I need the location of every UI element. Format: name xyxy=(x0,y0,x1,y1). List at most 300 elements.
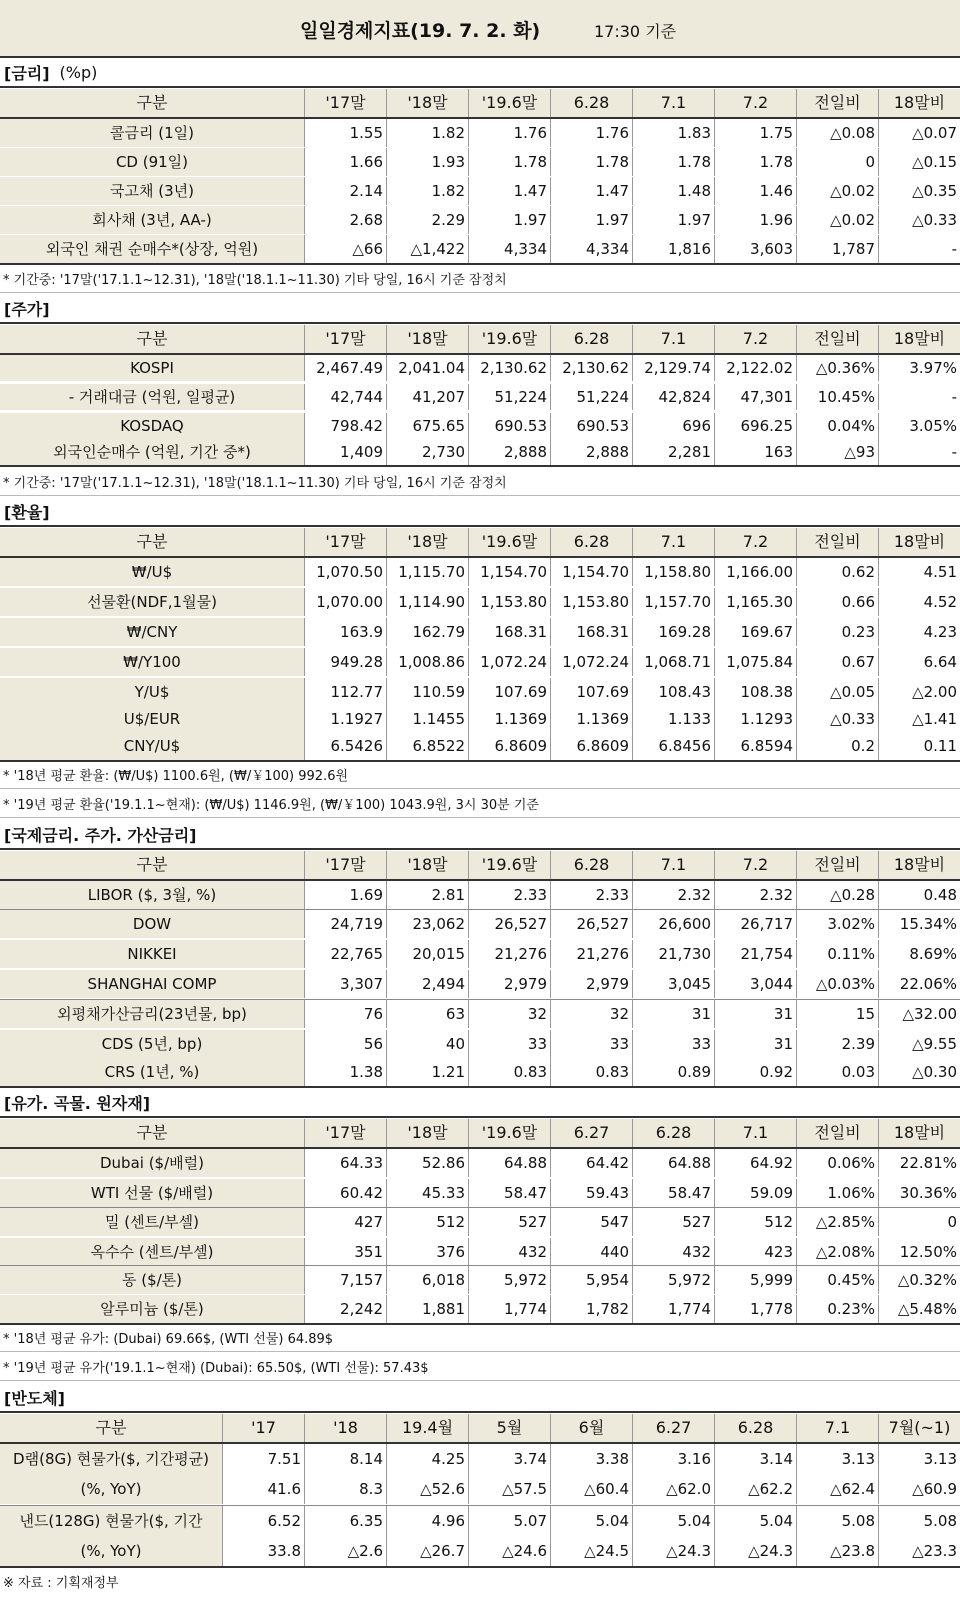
footnote: * '19년 평균 환율('19.1.1~현재): (₩/U$) 1146.9원, (₩/￥100) 1043.9원, 3시 30분 기준 xyxy=(0,790,960,818)
table-cell: 32 xyxy=(468,1000,550,1028)
table-cell: 31 xyxy=(632,1000,714,1028)
table-cell: 1,782 xyxy=(550,1295,632,1323)
table-row xyxy=(0,1208,960,1236)
table-cell: 0.67 xyxy=(796,648,878,676)
table-cell: 0.11 xyxy=(878,732,960,760)
table-cell: 3,044 xyxy=(714,970,796,998)
table-cell: 1.47 xyxy=(468,177,550,205)
table-cell: △0.03% xyxy=(796,970,878,998)
table-cell: 2,888 xyxy=(468,439,550,465)
table-cell: - xyxy=(878,439,960,465)
column-header: '19.6말 xyxy=(468,851,550,879)
table-cell: 21,276 xyxy=(550,940,632,968)
row-label: 외국인 채권 순매수*(상장, 억원) xyxy=(0,235,304,263)
table-cell: 168.31 xyxy=(550,618,632,646)
row-label: CD (91일) xyxy=(0,148,304,176)
table-cell: 696 xyxy=(632,413,714,439)
row-label: 옥수수 (센트/부셀) xyxy=(0,1238,304,1266)
table-cell: 0.48 xyxy=(878,881,960,909)
table-cell: 3.05% xyxy=(878,413,960,439)
column-header: 7월(~1) xyxy=(878,1414,960,1442)
table-cell: 2.14 xyxy=(304,177,386,205)
table-cell: 1,153.80 xyxy=(550,588,632,616)
table-cell: △2.85% xyxy=(796,1208,878,1236)
table-row xyxy=(0,413,960,439)
table-cell: 58.47 xyxy=(468,1179,550,1207)
column-header: '18말 xyxy=(386,851,468,879)
table-cell: 1.75 xyxy=(714,119,796,147)
table-cell: 1.47 xyxy=(550,177,632,205)
table-cell: 1.1369 xyxy=(550,705,632,733)
section-title-text: [유가. 곡물. 원자재] xyxy=(4,1093,151,1113)
table-cell: △0.08 xyxy=(796,119,878,147)
table-cell: 512 xyxy=(714,1208,796,1236)
table-cell: 423 xyxy=(714,1238,796,1266)
table-cell: △0.05 xyxy=(796,678,878,706)
table-row xyxy=(0,648,960,676)
table-cell: - xyxy=(878,384,960,410)
row-label: 알루미늄 ($/톤) xyxy=(0,1295,304,1323)
table-cell: 3.02% xyxy=(796,910,878,938)
table-cell: 6,018 xyxy=(386,1266,468,1294)
table-cell: △52.6 xyxy=(386,1474,468,1504)
table-cell: 15.34% xyxy=(878,910,960,938)
table-cell: 1,778 xyxy=(714,1295,796,1323)
table-cell: △9.55 xyxy=(878,1030,960,1058)
table-cell: 4,334 xyxy=(468,235,550,263)
table-cell: 162.79 xyxy=(386,618,468,646)
table-header-stocks xyxy=(0,325,960,353)
table-cell: 2.68 xyxy=(304,206,386,234)
row-label: (%, YoY) xyxy=(0,1474,222,1504)
table-cell: 5.07 xyxy=(468,1506,550,1536)
table-cell: △23.8 xyxy=(796,1536,878,1566)
table-cell: △62.4 xyxy=(796,1474,878,1504)
row-label: ₩/CNY xyxy=(0,618,304,646)
table-cell: 1,070.50 xyxy=(304,558,386,586)
row-label: ₩/Y100 xyxy=(0,648,304,676)
column-header: 6.28 xyxy=(550,89,632,117)
table-cell: 440 xyxy=(550,1238,632,1266)
table-cell: 1,774 xyxy=(468,1295,550,1323)
section-title-stocks xyxy=(0,294,960,324)
table-cell: 1.133 xyxy=(632,705,714,733)
table-cell: 675.65 xyxy=(386,413,468,439)
table-cell: 3.14 xyxy=(714,1444,796,1474)
row-label: KOSPI xyxy=(0,355,304,381)
table-row xyxy=(0,910,960,938)
column-header: 6.27 xyxy=(632,1414,714,1442)
table-cell: 26,527 xyxy=(468,910,550,938)
table-cell: 6.35 xyxy=(304,1506,386,1536)
table-cell: 6.8522 xyxy=(386,732,468,760)
column-header: 7.1 xyxy=(632,851,714,879)
row-label: 국고채 (3년) xyxy=(0,177,304,205)
row-label: CNY/U$ xyxy=(0,732,304,760)
table-row xyxy=(0,206,960,234)
table-cell: 7,157 xyxy=(304,1266,386,1294)
column-header: 7.2 xyxy=(714,325,796,353)
column-header: 7.1 xyxy=(632,89,714,117)
column-header: 7.2 xyxy=(714,528,796,556)
row-label: 낸드(128G) 현물가($, 기간 xyxy=(0,1506,222,1536)
table-cell: △32.00 xyxy=(878,1000,960,1028)
table-cell: 949.28 xyxy=(304,648,386,676)
row-label: (%, YoY) xyxy=(0,1536,222,1566)
table-cell: 59.09 xyxy=(714,1179,796,1207)
table-cell: 1,068.71 xyxy=(632,648,714,676)
table-cell: 1,881 xyxy=(386,1295,468,1323)
table-cell: 4,334 xyxy=(550,235,632,263)
column-header: 구분 xyxy=(0,1119,304,1147)
table-cell: 3.16 xyxy=(632,1444,714,1474)
table-cell: 21,730 xyxy=(632,940,714,968)
row-label: 외국인순매수 (억원, 기간 중*) xyxy=(0,439,304,465)
column-header: 18말비 xyxy=(878,1119,960,1147)
table-cell: 59.43 xyxy=(550,1179,632,1207)
column-header: 6.28 xyxy=(550,851,632,879)
table-cell: 5.04 xyxy=(550,1506,632,1536)
table-cell: 32 xyxy=(550,1000,632,1028)
table-cell: 6.52 xyxy=(222,1506,304,1536)
table-row xyxy=(0,1266,960,1294)
table-cell: 376 xyxy=(386,1238,468,1266)
table-cell: 351 xyxy=(304,1238,386,1266)
section-unit: (%p) xyxy=(59,62,98,82)
table-cell: △0.28 xyxy=(796,881,878,909)
row-label: CDS (5년, bp) xyxy=(0,1030,304,1058)
table-cell: 1,154.70 xyxy=(550,558,632,586)
table-cell: 5.08 xyxy=(796,1506,878,1536)
table-cell: 2,122.02 xyxy=(714,355,796,381)
table-cell: △93 xyxy=(796,439,878,465)
column-header: 7.1 xyxy=(714,1119,796,1147)
table-cell: 1.97 xyxy=(632,206,714,234)
table-cell: △0.07 xyxy=(878,119,960,147)
table-cell: 3,045 xyxy=(632,970,714,998)
table-cell: 51,224 xyxy=(468,384,550,410)
table-cell: 31 xyxy=(714,1030,796,1058)
table-cell: 1.66 xyxy=(304,148,386,176)
table-cell: 2,242 xyxy=(304,1295,386,1323)
table-cell: 23,062 xyxy=(386,910,468,938)
table-cell: △2.6 xyxy=(304,1536,386,1566)
table-cell: 5,999 xyxy=(714,1266,796,1294)
table-cell: 108.38 xyxy=(714,678,796,706)
table-cell: 6.8456 xyxy=(632,732,714,760)
row-label: 동 ($/톤) xyxy=(0,1266,304,1294)
table-cell: 0.66 xyxy=(796,588,878,616)
table-cell: 2,979 xyxy=(550,970,632,998)
table-cell: △1,422 xyxy=(386,235,468,263)
table-row xyxy=(0,1295,960,1323)
table-cell: - xyxy=(878,235,960,263)
table-cell: 60.42 xyxy=(304,1179,386,1207)
row-label: Y/U$ xyxy=(0,678,304,706)
table-cell: 1.97 xyxy=(550,206,632,234)
table-cell: 2,494 xyxy=(386,970,468,998)
row-label: SHANGHAI COMP xyxy=(0,970,304,998)
table-cell: 7.51 xyxy=(222,1444,304,1474)
table-cell: △24.3 xyxy=(632,1536,714,1566)
table-cell: 30.36% xyxy=(878,1179,960,1207)
table-header-commodities xyxy=(0,1119,960,1147)
table-cell: 432 xyxy=(468,1238,550,1266)
table-cell: 3.38 xyxy=(550,1444,632,1474)
table-cell: 169.28 xyxy=(632,618,714,646)
table-cell: 6.5426 xyxy=(304,732,386,760)
section-title-rates xyxy=(0,58,960,88)
table-cell: 5.04 xyxy=(632,1506,714,1536)
column-header: '18 xyxy=(304,1414,386,1442)
section-title-intl xyxy=(0,820,960,850)
table-cell: 2,730 xyxy=(386,439,468,465)
column-header: '17말 xyxy=(304,1119,386,1147)
footnote: * 기간중: '17말('17.1.1~12.31), '18말('18.1.1~11.30) 기타 당일, 16시 기준 잠정치 xyxy=(0,265,960,293)
table-cell: 1.1927 xyxy=(304,705,386,733)
table-cell: 432 xyxy=(632,1238,714,1266)
table-cell: 107.69 xyxy=(468,678,550,706)
footnote: * '18년 평균 유가: (Dubai) 69.66$, (WTI 선물) 64.89$ xyxy=(0,1324,960,1352)
table-cell: △24.5 xyxy=(550,1536,632,1566)
column-header: 7.2 xyxy=(714,89,796,117)
table-row xyxy=(0,1536,960,1566)
table-cell: 63 xyxy=(386,1000,468,1028)
table-cell: 527 xyxy=(632,1208,714,1236)
section-title-text: [반도체] xyxy=(4,1388,65,1408)
table-cell: 22.81% xyxy=(878,1149,960,1177)
table-header-semis xyxy=(0,1414,960,1442)
table-cell: 33.8 xyxy=(222,1536,304,1566)
table-cell: 690.53 xyxy=(550,413,632,439)
table-row xyxy=(0,1000,960,1028)
table-cell: 15 xyxy=(796,1000,878,1028)
table-cell: 427 xyxy=(304,1208,386,1236)
column-header: '17 xyxy=(222,1414,304,1442)
table-cell: 527 xyxy=(468,1208,550,1236)
table-cell: 0.11% xyxy=(796,940,878,968)
table-cell: 4.96 xyxy=(386,1506,468,1536)
table-cell: △2.08% xyxy=(796,1238,878,1266)
table-cell: 1.78 xyxy=(468,148,550,176)
row-label: DOW xyxy=(0,910,304,938)
column-header: 7.1 xyxy=(796,1414,878,1442)
column-header: 6.28 xyxy=(714,1414,796,1442)
table-cell: 2,467.49 xyxy=(304,355,386,381)
column-header: 구분 xyxy=(0,89,304,117)
table-cell: 6.8594 xyxy=(714,732,796,760)
table-cell: 1.1369 xyxy=(468,705,550,733)
table-cell: 2.33 xyxy=(550,881,632,909)
column-header: 6.28 xyxy=(632,1119,714,1147)
table-cell: 1,165.30 xyxy=(714,588,796,616)
table-cell: 163 xyxy=(714,439,796,465)
table-cell: 1,115.70 xyxy=(386,558,468,586)
table-row xyxy=(0,1474,960,1504)
column-header: 구분 xyxy=(0,325,304,353)
table-cell: 1.06% xyxy=(796,1179,878,1207)
table-cell: 76 xyxy=(304,1000,386,1028)
table-cell: 107.69 xyxy=(550,678,632,706)
table-cell: 47,301 xyxy=(714,384,796,410)
table-cell: 21,276 xyxy=(468,940,550,968)
table-cell: 110.59 xyxy=(386,678,468,706)
table-cell: 5.04 xyxy=(714,1506,796,1536)
table-cell: 0.83 xyxy=(468,1058,550,1086)
table-cell: △60.9 xyxy=(878,1474,960,1504)
table-cell: 64.33 xyxy=(304,1149,386,1177)
table-cell: 1.76 xyxy=(550,119,632,147)
table-cell: 1.1293 xyxy=(714,705,796,733)
column-header: 구분 xyxy=(0,851,304,879)
footnote: * '18년 평균 환율: (₩/U$) 1100.6원, (₩/￥100) 992.6원 xyxy=(0,761,960,789)
table-cell: 51,224 xyxy=(550,384,632,410)
table-cell: 168.31 xyxy=(468,618,550,646)
table-cell: 1,158.80 xyxy=(632,558,714,586)
table-cell: 0.83 xyxy=(550,1058,632,1086)
table-row xyxy=(0,588,960,616)
page-title: 일일경제지표(19. 7. 2. 화) xyxy=(300,20,541,42)
table-cell: 20,015 xyxy=(386,940,468,968)
column-header: 18말비 xyxy=(878,528,960,556)
table-cell: △1.41 xyxy=(878,705,960,733)
table-cell: 64.88 xyxy=(632,1149,714,1177)
row-label: ₩/U$ xyxy=(0,558,304,586)
table-cell: 1.93 xyxy=(386,148,468,176)
section-title-fx xyxy=(0,497,960,527)
table-cell: 1.78 xyxy=(632,148,714,176)
table-cell: △5.48% xyxy=(878,1295,960,1323)
table-cell: 2,130.62 xyxy=(468,355,550,381)
table-cell: 21,754 xyxy=(714,940,796,968)
table-cell: 696.25 xyxy=(714,413,796,439)
table-cell: 0.62 xyxy=(796,558,878,586)
section-title-text: [국제금리. 주가. 가산금리] xyxy=(4,825,197,845)
table-cell: 1,153.80 xyxy=(468,588,550,616)
table-cell: 64.42 xyxy=(550,1149,632,1177)
row-label: 회사채 (3년, AA-) xyxy=(0,206,304,234)
table-cell: 26,717 xyxy=(714,910,796,938)
section-title-semis xyxy=(0,1383,960,1413)
row-label: LIBOR ($, 3월, %) xyxy=(0,881,304,909)
table-cell: 1,409 xyxy=(304,439,386,465)
table-row xyxy=(0,618,960,646)
table-cell: 8.3 xyxy=(304,1474,386,1504)
table-cell: △60.4 xyxy=(550,1474,632,1504)
table-cell: 1.21 xyxy=(386,1058,468,1086)
column-header: 7.1 xyxy=(632,325,714,353)
table-row xyxy=(0,177,960,205)
column-header: 6.28 xyxy=(550,325,632,353)
column-header: 6월 xyxy=(550,1414,632,1442)
column-header: '18말 xyxy=(386,528,468,556)
table-cell: 0.03 xyxy=(796,1058,878,1086)
column-header: '19.6말 xyxy=(468,89,550,117)
table-row xyxy=(0,940,960,968)
table-cell: 4.23 xyxy=(878,618,960,646)
table-cell: 0.45% xyxy=(796,1266,878,1294)
row-label: Dubai ($/배럴) xyxy=(0,1149,304,1177)
table-cell: 4.25 xyxy=(386,1444,468,1474)
table-cell: 690.53 xyxy=(468,413,550,439)
table-cell: 2.29 xyxy=(386,206,468,234)
table-cell: 0.06% xyxy=(796,1149,878,1177)
table-cell: 22.06% xyxy=(878,970,960,998)
table-cell: 5,972 xyxy=(632,1266,714,1294)
table-cell: 0 xyxy=(796,148,878,176)
table-cell: 5,954 xyxy=(550,1266,632,1294)
table-cell: 6.64 xyxy=(878,648,960,676)
table-cell: 2.33 xyxy=(468,881,550,909)
table-cell: 2.32 xyxy=(632,881,714,909)
footnote: * 기간중: '17말('17.1.1~12.31), '18말('18.1.1~11.30) 기타 당일, 16시 기준 잠정치 xyxy=(0,468,960,496)
table-row xyxy=(0,148,960,176)
table-cell: 1.82 xyxy=(386,177,468,205)
table-cell: 2,979 xyxy=(468,970,550,998)
table-cell: 108.43 xyxy=(632,678,714,706)
table-cell: 3,603 xyxy=(714,235,796,263)
table-cell: 3.13 xyxy=(878,1444,960,1474)
table-header-rates xyxy=(0,89,960,117)
table-cell: 24,719 xyxy=(304,910,386,938)
table-cell: 2.39 xyxy=(796,1030,878,1058)
table-cell: 3.74 xyxy=(468,1444,550,1474)
section-title-text: [주가] xyxy=(4,299,50,319)
table-cell: 12.50% xyxy=(878,1238,960,1266)
table-cell: 1.83 xyxy=(632,119,714,147)
table-cell: 26,600 xyxy=(632,910,714,938)
table-row xyxy=(0,732,960,760)
table-cell: △0.15 xyxy=(878,148,960,176)
column-header: '18말 xyxy=(386,1119,468,1147)
table-cell: 0.2 xyxy=(796,732,878,760)
table-cell: 2,888 xyxy=(550,439,632,465)
table-row xyxy=(0,1444,960,1474)
table-cell: 8.69% xyxy=(878,940,960,968)
table-cell: 512 xyxy=(386,1208,468,1236)
title-bar xyxy=(0,0,960,58)
table-cell: 6.8609 xyxy=(550,732,632,760)
table-cell: △66 xyxy=(304,235,386,263)
table-cell: 0.23% xyxy=(796,1295,878,1323)
table-cell: 2,041.04 xyxy=(386,355,468,381)
column-header: 전일비 xyxy=(796,528,878,556)
table-cell: 56 xyxy=(304,1030,386,1058)
table-cell: 2.81 xyxy=(386,881,468,909)
table-cell: 1,774 xyxy=(632,1295,714,1323)
table-cell: △0.02 xyxy=(796,177,878,205)
row-label: CRS (1년, %) xyxy=(0,1058,304,1086)
table-cell: 1,166.00 xyxy=(714,558,796,586)
table-row xyxy=(0,678,960,706)
table-row xyxy=(0,1030,960,1058)
column-header: 전일비 xyxy=(796,325,878,353)
table-cell: 8.14 xyxy=(304,1444,386,1474)
table-cell: 58.47 xyxy=(632,1179,714,1207)
table-cell: △0.33 xyxy=(796,705,878,733)
column-header: 18말비 xyxy=(878,325,960,353)
row-label: WTI 선물 ($/배럴) xyxy=(0,1179,304,1207)
table-cell: 4.51 xyxy=(878,558,960,586)
table-cell: 1,154.70 xyxy=(468,558,550,586)
column-header: '17말 xyxy=(304,89,386,117)
table-cell: 3.97% xyxy=(878,355,960,381)
column-header: 5월 xyxy=(468,1414,550,1442)
table-row xyxy=(0,558,960,586)
table-row xyxy=(0,881,960,909)
table-cell: 1.76 xyxy=(468,119,550,147)
column-header: 19.4월 xyxy=(386,1414,468,1442)
